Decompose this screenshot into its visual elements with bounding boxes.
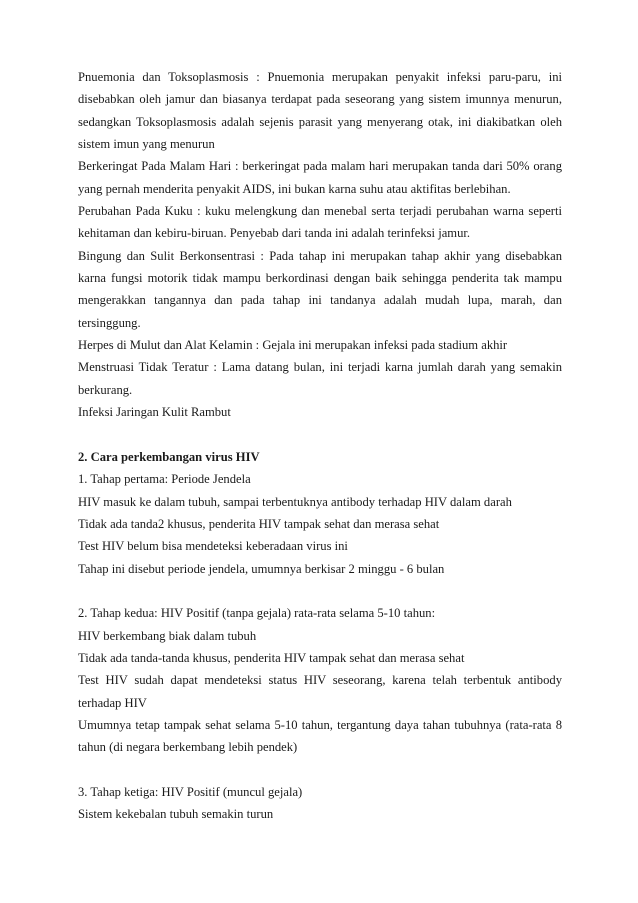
stage2-title: 2. Tahap kedua: HIV Positif (tanpa gejala) rata-rata selama 5-10 tahun:	[78, 606, 436, 621]
blank-line	[78, 580, 562, 602]
stage1-line4: Tahap ini disebut periode jendela, umumnya berkisar 2 minggu - 6 bulan	[78, 561, 445, 576]
stage1-line1: HIV masuk ke dalam tubuh, sampai terbentuknya antibody terhadap HIV dalam darah	[78, 494, 512, 509]
stage3-line1: Sistem kekebalan tubuh semakin turun	[78, 807, 274, 822]
stage1-title: 1. Tahap pertama: Periode Jendela	[78, 472, 251, 487]
para-menstruasi: Menstruasi Tidak Teratur : Lama datang bulan, ini terjadi karna jumlah darah yang semakin berkurang.	[78, 360, 562, 397]
para-pneumonia: Pnuemonia dan Toksoplasmosis : Pnuemonia merupakan penyakit infeksi paru-paru, ini disebabkan oleh jamur dan biasanya terdapat pada seseorang yang sistem imunnya menurun, sedangkan Toksoplasmosis adalah sejenis parasit yang menyerang otak, ini diakibatkan oleh sistem imun yang menurun	[78, 70, 562, 152]
stage2-line4: Umumnya tetap tampak sehat selama 5-10 tahun, tergantung daya tahan tubuhnya (rata-rata 8 tahun (di negara berkembang lebih pendek)	[78, 717, 562, 755]
blank-line	[78, 759, 562, 781]
stage2-line3: Test HIV sudah dapat mendeteksi status HIV seseorang, karena telah terbentuk antibody terhadap HIV	[78, 673, 562, 710]
heading-cara-perkembangan: 2. Cara perkembangan virus HIV	[78, 449, 260, 464]
document-body	[78, 66, 562, 826]
blank-line	[78, 424, 562, 446]
stage2-line2: Tidak ada tanda-tanda khusus, penderita HIV tampak sehat dan merasa sehat	[78, 650, 465, 665]
stage3-title: 3. Tahap ketiga: HIV Positif (muncul gejala)	[78, 785, 303, 799]
para-infeksi-kulit: Infeksi Jaringan Kulit Rambut	[78, 405, 231, 420]
para-kuku: Perubahan Pada Kuku : kuku melengkung dan menebal serta terjadi perubahan warna seperti kehitaman dan kebiru-biruan. Penyebab dari tanda ini adalah terinfeksi jamur.	[78, 204, 562, 241]
para-herpes: Herpes di Mulut dan Alat Kelamin : Gejala ini merupakan infeksi pada stadium akhir	[78, 338, 508, 353]
stage1-line2: Tidak ada tanda2 khusus, penderita HIV tampak sehat dan merasa sehat	[78, 516, 440, 531]
stage1-line3: Test HIV belum bisa mendeteksi keberadaan virus ini	[78, 539, 348, 554]
stage2-line1: HIV berkembang biak dalam tubuh	[78, 628, 257, 643]
para-bingung: Bingung dan Sulit Berkonsentrasi : Pada tahap ini merupakan tahap akhir yang disebabkan karna fungsi motorik tidak mampu berkordinasi dengan baik sehingga penderita tak mampu mengerakkan tangannya dan pada tahap ini tandanya adalah mudah lupa, marah, dan tersinggung.	[78, 248, 562, 330]
para-berkeringat: Berkeringat Pada Malam Hari : berkeringat pada malam hari merupakan tanda dari 50% orang yang pernah menderita penyakit AIDS, ini bukan karna suhu atau aktifitas berlebihan.	[78, 159, 562, 196]
